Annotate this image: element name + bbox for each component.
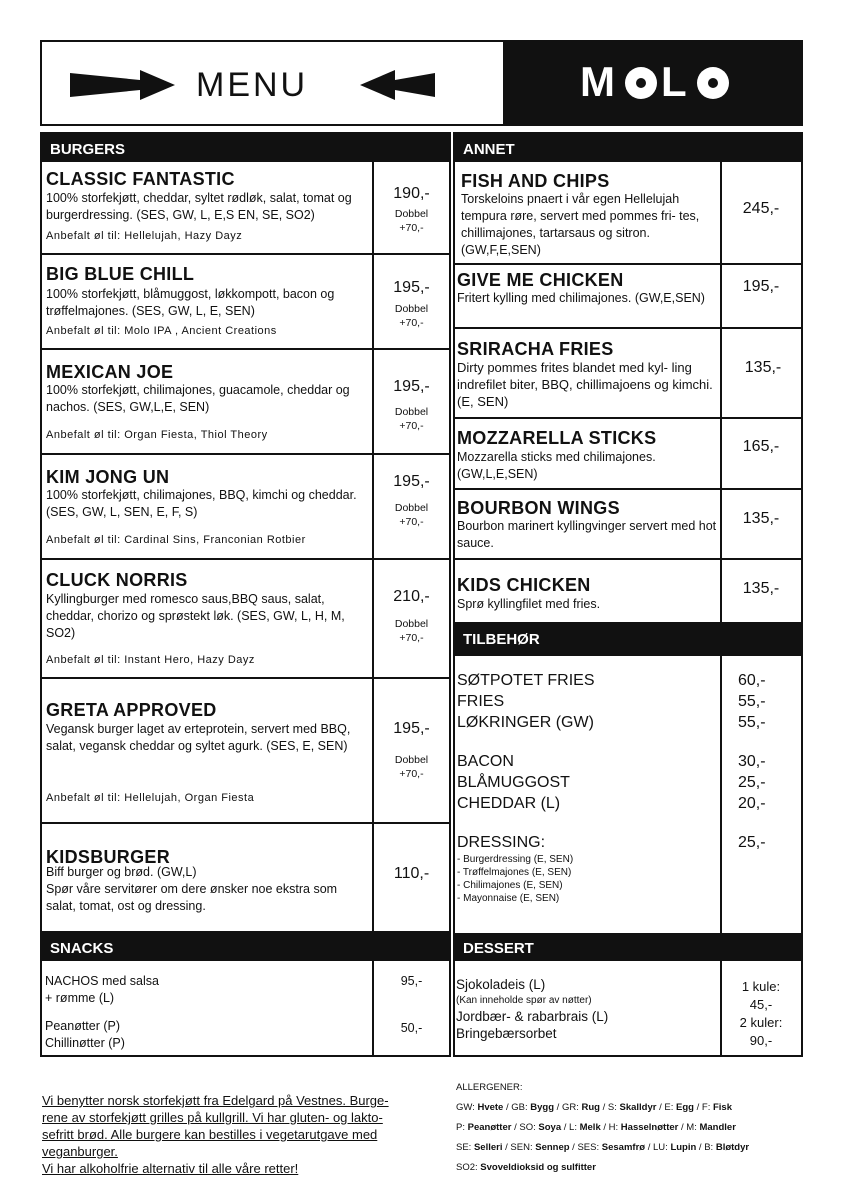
burger-beer: Anbefalt øl til: Cardinal Sins, Franconian Rotbier	[46, 534, 306, 546]
annet-desc: Fritert kylling med chilimajones. (GW,E,SEN)	[457, 291, 705, 305]
burger-beer: Anbefalt øl til: Hellelujah, Organ Fiesta	[46, 792, 255, 804]
burger-beer: Anbefalt øl til: Organ Fiesta, Thiol Theory	[46, 429, 268, 441]
annet-name: BOURBON WINGS	[457, 498, 620, 518]
burger-name: KIM JONG UN	[46, 467, 170, 487]
burger-double: Dobbel +70,-	[394, 618, 429, 644]
burgers-divider	[372, 162, 374, 933]
burger-name: KIDSBURGER	[46, 847, 171, 867]
burger-beer: Anbefalt øl til: Hellelujah, Hazy Dayz	[46, 230, 243, 242]
burger-double: Dobbel +70,-	[394, 406, 429, 432]
burger-double: Dobbel +70,-	[394, 754, 429, 780]
annet-name: KIDS CHICKEN	[457, 575, 591, 595]
annet-price: 195,-	[742, 278, 780, 295]
burger-name: CLASSIC FANTASTIC	[46, 169, 235, 189]
annet-desc: Mozzarella sticks med chilimajones. (GW,L,E,SEN)	[457, 450, 656, 481]
annet-price: 135,-	[742, 510, 780, 527]
burger-desc: 100% storfekjøtt, chilimajones, BBQ, kimchi og cheddar. (SES, GW, L, SEN, E, F, S)	[46, 488, 357, 519]
burger-price: 195,-	[393, 720, 430, 737]
burger-price: 110,-	[393, 865, 430, 882]
section-snacks: SNACKS	[40, 933, 451, 961]
burger-name: MEXICAN JOE	[46, 362, 174, 382]
dressing-list: - Burgerdressing (E, SEN) - Trøffelmajones (E, SEN) - Chilimajones (E, SEN) - Mayonnaise (E, SEN)	[457, 854, 574, 904]
annet-divider	[720, 162, 722, 622]
annet-name: FISH AND CHIPS	[461, 171, 610, 191]
burger-desc: Kyllingburger med romesco saus,BBQ saus, salat, cheddar, chorizo og sprøstekt løk. (SES, GW, L, H, M, SO2)	[46, 592, 345, 640]
section-dessert: DESSERT	[453, 933, 803, 961]
burger-beer: Anbefalt øl til: Instant Hero, Hazy Dayz	[46, 654, 255, 666]
menu-title: MENU	[196, 66, 309, 104]
burger-price: 190,-	[393, 185, 430, 202]
snack-item: Peanøtter (P) Chillinøtter (P)	[45, 1019, 125, 1050]
burger-price: 195,-	[393, 279, 430, 296]
annet-name: SRIRACHA FRIES	[457, 339, 614, 359]
snack-item: NACHOS med salsa + rømme (L)	[45, 974, 159, 1005]
allergen-row: SO2: Svoveldioksid og sulfitter	[456, 1162, 596, 1173]
burger-name: GRETA APPROVED	[46, 700, 217, 720]
dressing-title: DRESSING:	[457, 834, 546, 851]
section-annet: ANNET	[453, 132, 803, 162]
burger-desc: Vegansk burger laget av erteprotein, servert med BBQ, salat, vegansk cheddar og syltet agurk. (SES, E, SEN)	[46, 722, 351, 753]
burger-double: Dobbel +70,-	[394, 208, 429, 234]
burger-beer: Anbefalt øl til: Molo IPA , Ancient Creations	[46, 325, 277, 337]
section-burgers: BURGERS	[40, 132, 451, 162]
logo-text: M L	[580, 58, 729, 106]
allergen-row: GW: Hvete / GB: Bygg / GR: Rug / S: Skalldyr / E: Egg / F: Fisk	[456, 1102, 732, 1113]
annet-desc: Torskeloins pnaert i vår egen Hellelujah tempura røre, servert med pommes fri- tes, chillimajones, tartarsaus og sitron. (GW,F,E,SEN)	[461, 192, 700, 257]
snack-price: 50,-	[400, 1021, 423, 1035]
burger-name: BIG BLUE CHILL	[46, 264, 195, 284]
burger-price: 195,-	[393, 378, 430, 395]
annet-desc: Sprø kyllingfilet med fries.	[457, 597, 601, 611]
footer-note: Vi benytter norsk storfekjøtt fra Edelgard på Vestnes. Burge- rene av storfekjøtt grilles på kullgrill. Vi har gluten- og lakto- sefritt brød. Alle burgere kan bestilles i vegetarutgave med veganburger. Vi har alkoholfrie alternativ til alle våre retter!	[42, 1093, 389, 1176]
arrow-left-icon	[360, 70, 435, 100]
annet-price: 135,-	[744, 359, 782, 376]
dressing-price: 25,-	[738, 834, 766, 851]
tilbehor-group1-prices: 60,- 55,- 55,-	[738, 672, 766, 731]
dessert-prices: 1 kule: 45,- 2 kuler: 90,-	[739, 979, 783, 1048]
snack-price: 95,-	[400, 974, 423, 988]
burger-double: Dobbel +70,-	[394, 303, 429, 329]
allergens: ALLERGENER: GW: Hvete / GB: Bygg / GR: Rug / S: Skalldyr / E: Egg / F: Fisk P: Peanøtter / SO: Soya / L: Melk / H: Hasselnøtter / M: Mandler SE: Selleri / SEN: Sennep / SES: Sesamfrø / LU: Lupin / B: Bløtdyr SO2: Svoveldioksid og sulfitter	[456, 1078, 816, 1178]
burger-desc: Biff burger og brød. (GW,L) Spør våre servitører om dere ønsker noe ekstra som salat, tomat, ost og dressing.	[46, 865, 338, 913]
annet-price: 135,-	[742, 580, 780, 597]
annet-name: MOZZARELLA STICKS	[457, 428, 657, 448]
allergen-row: SE: Selleri / SEN: Sennep / SES: Sesamfrø / LU: Lupin / B: Bløtdyr	[456, 1142, 750, 1153]
tilbehor-group1-names: SØTPOTET FRIES FRIES LØKRINGER (GW)	[457, 672, 595, 731]
arrow-right-icon	[70, 70, 175, 100]
annet-price: 165,-	[742, 438, 780, 455]
burger-desc: 100% storfekjøtt, cheddar, syltet rødløk, salat, tomat og burgerdressing. (SES, GW, L, E,S EN, SE, SO2)	[46, 191, 352, 222]
tilbehor-group2-names: BACON BLÅMUGGOST CHEDDAR (L)	[457, 753, 570, 812]
annet-desc: Bourbon marinert kyllingvinger servert med hot sauce.	[457, 519, 717, 550]
burger-price: 210,-	[393, 588, 430, 605]
annet-desc: Dirty pommes frites blandet med kyl- ling indrefilet biter, BBQ, chillimajoens og kimchi. (E, SEN)	[457, 360, 713, 409]
allergen-row: P: Peanøtter / SO: Soya / L: Melk / H: Hasselnøtter / M: Mandler	[456, 1122, 736, 1133]
section-tilbehor: TILBEHØR	[453, 622, 803, 656]
annet-name: GIVE ME CHICKEN	[457, 270, 624, 290]
burger-desc: 100% storfekjøtt, chilimajones, guacamole, cheddar og nachos. (SES, GW,L,E, SEN)	[46, 383, 350, 414]
annet-price: 245,-	[742, 200, 780, 217]
burger-desc: 100% storfekjøtt, blåmuggost, løkkompott, bacon og trøffelmajones. (SES, GW, L, E, SEN)	[46, 287, 335, 318]
burger-name: CLUCK NORRIS	[46, 570, 188, 590]
tilbehor-group2-prices: 30,- 25,- 20,-	[738, 753, 766, 812]
burger-price: 195,-	[393, 473, 430, 490]
dessert-items: Sjokoladeis (L) (Kan inneholde spør av nøtter) Jordbær- & rabarbrais (L) Bringebærsorbet	[456, 977, 609, 1041]
burger-double: Dobbel +70,-	[394, 502, 429, 528]
